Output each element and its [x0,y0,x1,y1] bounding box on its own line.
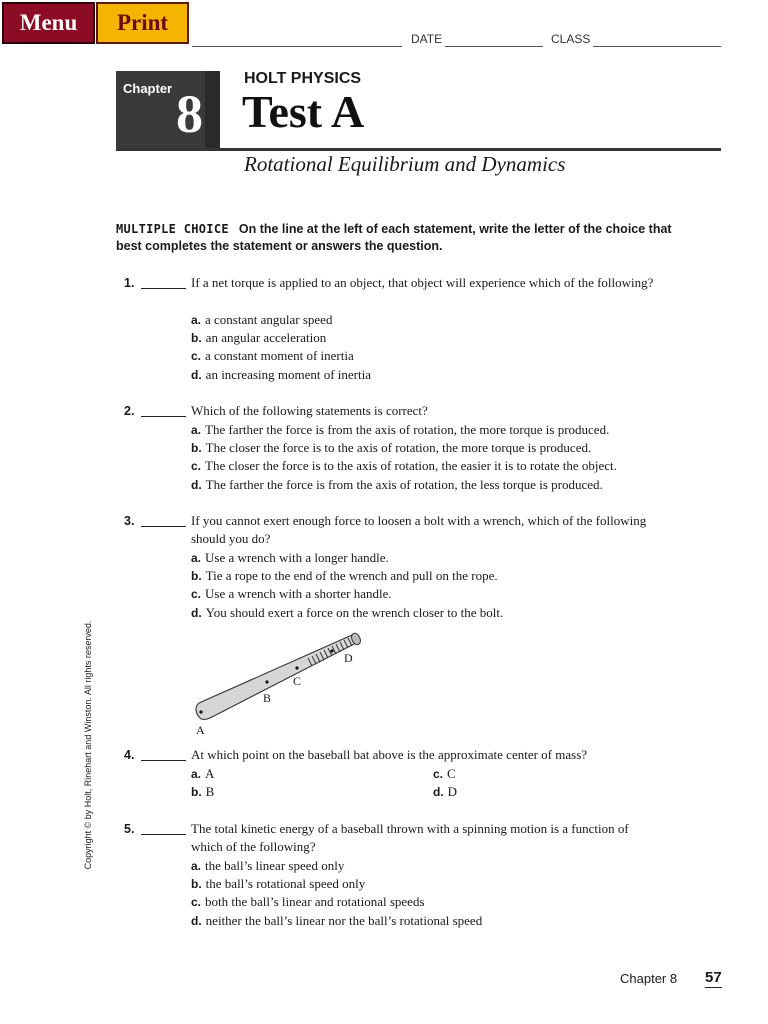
option-letter: b. [191,877,202,891]
question-5-number: 5. [124,822,135,836]
question-4-option-d [433,783,457,801]
bat-point-c [295,666,298,669]
name-field-line [192,46,402,47]
chapter-word: Chapter [123,81,173,96]
test-title: Test A [242,86,365,137]
option-text: Use a wrench with a longer handle. [205,550,389,565]
option-text: A [205,766,215,781]
question-2-option-d [191,476,603,494]
option-text: You should exert a force on the wrench closer to the bolt. [205,605,504,620]
option-letter: b. [191,785,202,799]
bat-point-d [330,649,333,652]
question-1-text: If a net torque is applied to an object, that object will experience which of the following? [191,275,654,290]
title-rule [116,148,721,151]
test-subtitle: Rotational Equilibrium and Dynamics [244,152,566,176]
option-text: neither the ball’s linear nor the ball’s rotational speed [205,913,483,928]
option-letter: c. [191,459,202,473]
question-3-option-c [191,585,392,603]
option-letter: a. [191,551,202,565]
option-text: Use a wrench with a shorter handle. [205,586,392,601]
baseball-bat [196,632,362,720]
option-text: the ball’s rotational speed only [205,876,366,891]
question-3-option-d [191,604,503,622]
question-1-option-a [191,311,332,329]
chapter-number: 8 [176,84,203,144]
question-3-number: 3. [124,514,135,528]
option-letter: b. [191,441,202,455]
class-label: CLASS [551,32,591,46]
option-text: a constant angular speed [205,312,333,327]
question-1-option-d [191,366,371,384]
question-4-number: 4. [124,748,135,762]
option-letter: c. [191,587,202,601]
print-button[interactable]: Print [96,2,189,44]
bat-body [196,635,358,720]
chapter-badge-shade [205,71,220,150]
question-1-option-c [191,347,354,365]
date-field-line [445,46,543,47]
bat-label-d: D [344,651,353,665]
option-letter: b. [191,331,202,345]
option-text: The farther the force is from the axis of rotation, the more torque is produced. [205,422,610,437]
option-text: The farther the force is from the axis of rotation, the less torque is produced. [205,477,603,492]
question-5-option-c [191,893,425,911]
option-letter: d. [191,606,202,620]
bat-point-a [199,710,202,713]
option-letter: a. [191,859,202,873]
class-field-line [593,46,721,47]
question-4-answer-blank[interactable] [141,747,186,761]
baseball-bat-figure [180,628,380,740]
option-text: an angular acceleration [205,330,327,345]
question-5-text: The total kinetic energy of a baseball thrown with a spinning motion is a function of which of the following? [191,821,629,855]
instructions-text: On the line at the left of each statement, write the letter of the choice that best completes the statement or answers the question. [116,222,672,253]
question-1-option-b [191,329,326,347]
question-4-option-c [433,765,456,783]
date-label: DATE [411,32,443,46]
question-4-option-b [191,783,214,801]
question-3-option-b [191,567,498,585]
option-text: an increasing moment of inertia [205,367,372,382]
section-label: MULTIPLE CHOICE [116,222,229,236]
option-letter: a. [191,313,202,327]
option-letter: c. [191,895,202,909]
question-2-option-a [191,421,609,439]
option-text: Tie a rope to the end of the wrench and pull on the rope. [205,568,498,583]
option-text: C [447,766,456,781]
question-2-text: Which of the following statements is correct? [191,403,428,418]
question-2-option-c [191,457,617,475]
question-2-answer-blank[interactable] [141,403,186,417]
bat-point-b [265,680,268,683]
bat-label-a: A [196,723,205,737]
option-letter: d. [191,914,202,928]
question-1-number: 1. [124,276,135,290]
question-5-option-a [191,857,344,875]
copyright-text: Copyright © by Holt, Rinehart and Winston. All rights reserved. [83,620,93,870]
question-3-text: If you cannot exert enough force to loosen a bolt with a wrench, which of the following should you do? [191,513,647,547]
option-text: D [447,784,458,799]
question-5-option-d [191,912,482,930]
bat-label-c: C [293,674,302,688]
option-letter: d. [191,478,202,492]
subject-heading: HOLT PHYSICS [244,70,362,87]
question-2-number: 2. [124,404,135,418]
question-3-option-a [191,549,389,567]
footer-chapter: Chapter 8 [620,971,678,986]
question-4-text: At which point on the baseball bat above is the approximate center of mass? [191,747,588,762]
option-letter: a. [191,423,202,437]
bat-label-b: B [263,691,272,705]
option-letter: c. [433,767,444,781]
question-5-answer-blank[interactable] [141,821,186,835]
option-text: a constant moment of inertia [205,348,354,363]
option-letter: a. [191,767,202,781]
option-text: The closer the force is to the axis of rotation, the easier it is to rotate the object. [205,458,617,473]
instructions [116,221,676,255]
page-number: 57 [705,969,722,986]
question-5-option-b [191,875,365,893]
option-letter: d. [433,785,444,799]
option-text: both the ball’s linear and rotational speeds [205,894,425,909]
option-text: The closer the force is to the axis of rotation, the more torque is produced. [205,440,592,455]
option-letter: b. [191,569,202,583]
option-letter: c. [191,349,202,363]
option-text: the ball’s linear speed only [205,858,345,873]
question-3-answer-blank[interactable] [141,513,186,527]
question-1-answer-blank[interactable] [141,275,186,289]
option-text: B [205,784,215,799]
menu-button[interactable]: Menu [2,2,95,44]
option-letter: d. [191,368,202,382]
question-4-option-a [191,765,214,783]
question-2-option-b [191,439,591,457]
